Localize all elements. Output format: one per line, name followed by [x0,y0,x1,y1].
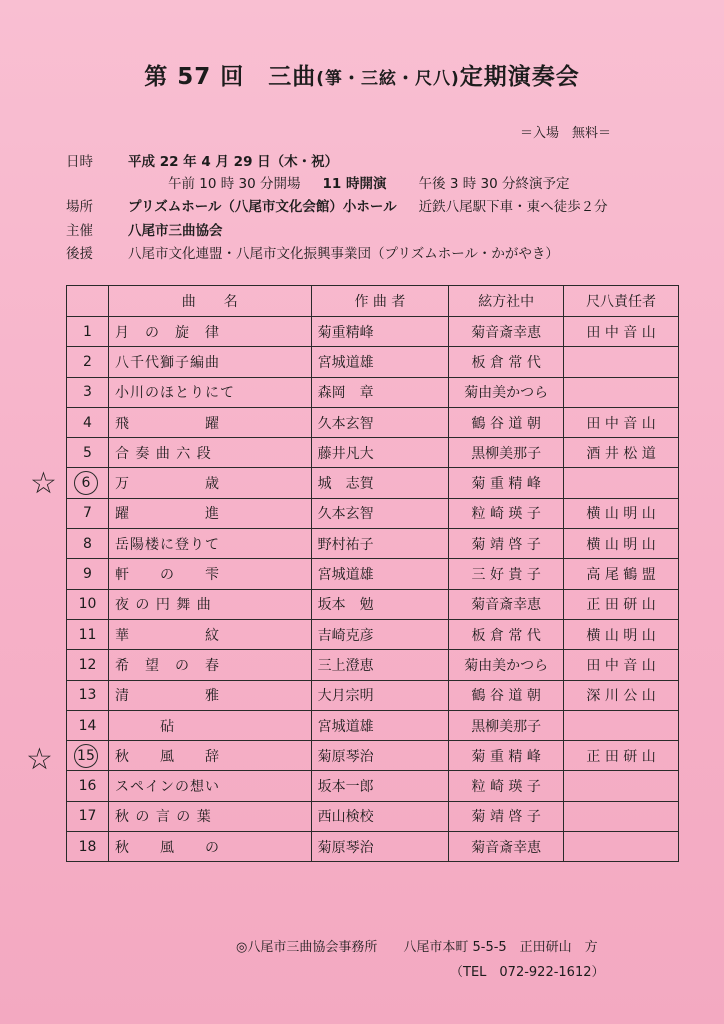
host-value: 八尾市三曲協会 [128,223,223,239]
piece-title: 希 望 の 春 [108,650,311,680]
composer: 宮城道雄 [311,559,449,589]
koto-group: 菊 重 精 峰 [449,468,564,498]
shakuhachi-lead: 田 中 音 山 [564,317,679,347]
office-address: ◎八尾市三曲協会事務所 八尾市本町 5-5-5 正田研山 方 [236,940,598,955]
table-row [67,559,679,589]
row-number: 4 [67,407,109,437]
table-row [67,650,679,680]
support-label: 後援 [66,246,93,262]
piece-title: 夜 の 円 舞 曲 [108,589,311,619]
piece-title: 岳陽楼に登りて [108,529,311,559]
table-row [67,529,679,559]
shakuhachi-lead: 横 山 明 山 [564,529,679,559]
row-number: 8 [67,529,109,559]
row-number: 13 [67,680,109,710]
start-time: 11 時開演 [322,176,387,192]
table-row [67,680,679,710]
row-number: 1 [67,317,109,347]
hand-circle-mark: 6 [74,471,98,495]
composer: 城 志賀 [311,468,449,498]
koto-group: 菊音斎幸恵 [449,589,564,619]
open-time: 午前 10 時 30 分開場 [168,176,301,192]
row-number: 9 [67,559,109,589]
office-tel: （TEL 072-922-1612） [450,965,605,980]
composer: 野村祐子 [311,529,449,559]
table-row [67,589,679,619]
piece-title: 月 の 旋 律 [108,317,311,347]
koto-group: 菊 重 精 峰 [449,741,564,771]
hand-star-mark: ☆ [26,742,53,777]
piece-title: 清 雅 [108,680,311,710]
composer: 宮城道雄 [311,710,449,740]
shakuhachi-lead [564,710,679,740]
table-row [67,407,679,437]
row-number: 14 [67,710,109,740]
composer: 菊重精峰 [311,317,449,347]
venue-row [66,195,608,215]
composer: 菊原琴治 [311,832,449,862]
shakuhachi-lead: 横 山 明 山 [564,498,679,528]
koto-group: 黒柳美那子 [449,438,564,468]
table-row [67,498,679,528]
access-note: 近鉄八尾駅下車・東へ徒歩２分 [418,199,608,215]
composer: 坂本 勉 [311,589,449,619]
row-number: 11 [67,619,109,649]
end-time: 午後 3 時 30 分終演予定 [418,176,570,192]
koto-group: 菊音斎幸恵 [449,832,564,862]
row-number: 18 [67,832,109,862]
shakuhachi-lead [564,771,679,801]
piece-title: 合 奏 曲 六 段 [108,438,311,468]
row-number-circled [67,468,109,498]
composer: 坂本一郎 [311,771,449,801]
composer: 森岡 章 [311,377,449,407]
header-shakuhachi: 尺八責任者 [564,286,679,317]
program-table [66,285,679,862]
shakuhachi-lead [564,377,679,407]
row-number-circled [67,741,109,771]
title-main-a: 第 57 回 三曲 [144,64,317,90]
table-row [67,619,679,649]
composer: 久本玄智 [311,498,449,528]
table-row [67,710,679,740]
koto-group: 菊 靖 啓 子 [449,801,564,831]
date-row [66,150,338,170]
table-row [67,317,679,347]
composer: 久本玄智 [311,407,449,437]
row-number: 12 [67,650,109,680]
row-number: 7 [67,498,109,528]
table-row [67,468,679,498]
table-row [67,771,679,801]
koto-group: 菊 靖 啓 子 [449,529,564,559]
piece-title: 秋 の 言 の 葉 [108,801,311,831]
composer: 宮城道雄 [311,347,449,377]
header-no [67,286,109,317]
shakuhachi-lead: 田 中 音 山 [564,407,679,437]
row-number: 16 [67,771,109,801]
piece-title: 小川のほとりにて [108,377,311,407]
koto-group: 粒 崎 瑛 子 [449,498,564,528]
koto-group: 菊由美かつら [449,377,564,407]
shakuhachi-lead: 高 尾 鶴 盟 [564,559,679,589]
row-number: 2 [67,347,109,377]
page-title [0,58,724,91]
time-row [168,172,569,192]
shakuhachi-lead: 酒 井 松 道 [564,438,679,468]
shakuhachi-lead: 正 田 研 山 [564,741,679,771]
table-row [67,377,679,407]
table-header-row [67,286,679,317]
support-row [66,242,559,262]
table-row [67,347,679,377]
shakuhachi-lead [564,832,679,862]
koto-group: 黒柳美那子 [449,710,564,740]
piece-title: 万 歳 [108,468,311,498]
composer: 西山検校 [311,801,449,831]
venue-value: プリズムホール（八尾市文化会館）小ホール [128,199,397,215]
row-number: 3 [67,377,109,407]
admission-note: ＝入場 無料＝ [520,126,612,141]
composer: 吉崎克彦 [311,619,449,649]
piece-title: 軒 の 雫 [108,559,311,589]
koto-group: 鶴 谷 道 朝 [449,680,564,710]
date-value: 平成 22 年 4 月 29 日（木・祝） [128,154,339,170]
piece-title: スペインの想い [108,771,311,801]
piece-title: 秋 風 の [108,832,311,862]
composer: 三上澄恵 [311,650,449,680]
header-composer: 作 曲 者 [311,286,449,317]
date-label: 日時 [66,154,93,170]
shakuhachi-lead [564,468,679,498]
koto-group: 菊音斎幸恵 [449,317,564,347]
shakuhachi-lead: 横 山 明 山 [564,619,679,649]
host-label: 主催 [66,223,93,239]
table-row [67,438,679,468]
title-main-b: 定期演奏会 [459,64,580,90]
host-row [66,219,223,239]
venue-label: 場所 [66,199,93,215]
composer: 藤井凡大 [311,438,449,468]
header-koto: 絃方社中 [449,286,564,317]
composer: 菊原琴治 [311,741,449,771]
composer: 大月宗明 [311,680,449,710]
piece-title: 華 紋 [108,619,311,649]
piece-title: 躍 進 [108,498,311,528]
row-number: 17 [67,801,109,831]
piece-title: 飛 躍 [108,407,311,437]
header-title: 曲 名 [108,286,311,317]
hand-star-mark: ☆ [30,466,57,501]
koto-group: 板 倉 常 代 [449,347,564,377]
shakuhachi-lead: 田 中 音 山 [564,650,679,680]
piece-title: 八千代獅子編曲 [108,347,311,377]
shakuhachi-lead [564,347,679,377]
table-row [67,741,679,771]
title-instruments: (箏・三絃・尺八) [316,69,460,89]
hand-circle-mark: 15 [74,744,98,768]
table-row [67,832,679,862]
koto-group: 粒 崎 瑛 子 [449,771,564,801]
shakuhachi-lead: 深 川 公 山 [564,680,679,710]
piece-title: 秋 風 辞 [108,741,311,771]
koto-group: 菊由美かつら [449,650,564,680]
row-number: 5 [67,438,109,468]
table-row [67,801,679,831]
koto-group: 三 好 貴 子 [449,559,564,589]
row-number: 10 [67,589,109,619]
shakuhachi-lead [564,801,679,831]
koto-group: 板 倉 常 代 [449,619,564,649]
koto-group: 鶴 谷 道 朝 [449,407,564,437]
shakuhachi-lead: 正 田 研 山 [564,589,679,619]
support-value: 八尾市文化連盟・八尾市文化振興事業団（プリズムホール・かがやき） [128,246,559,262]
piece-title: 砧 [108,710,311,740]
